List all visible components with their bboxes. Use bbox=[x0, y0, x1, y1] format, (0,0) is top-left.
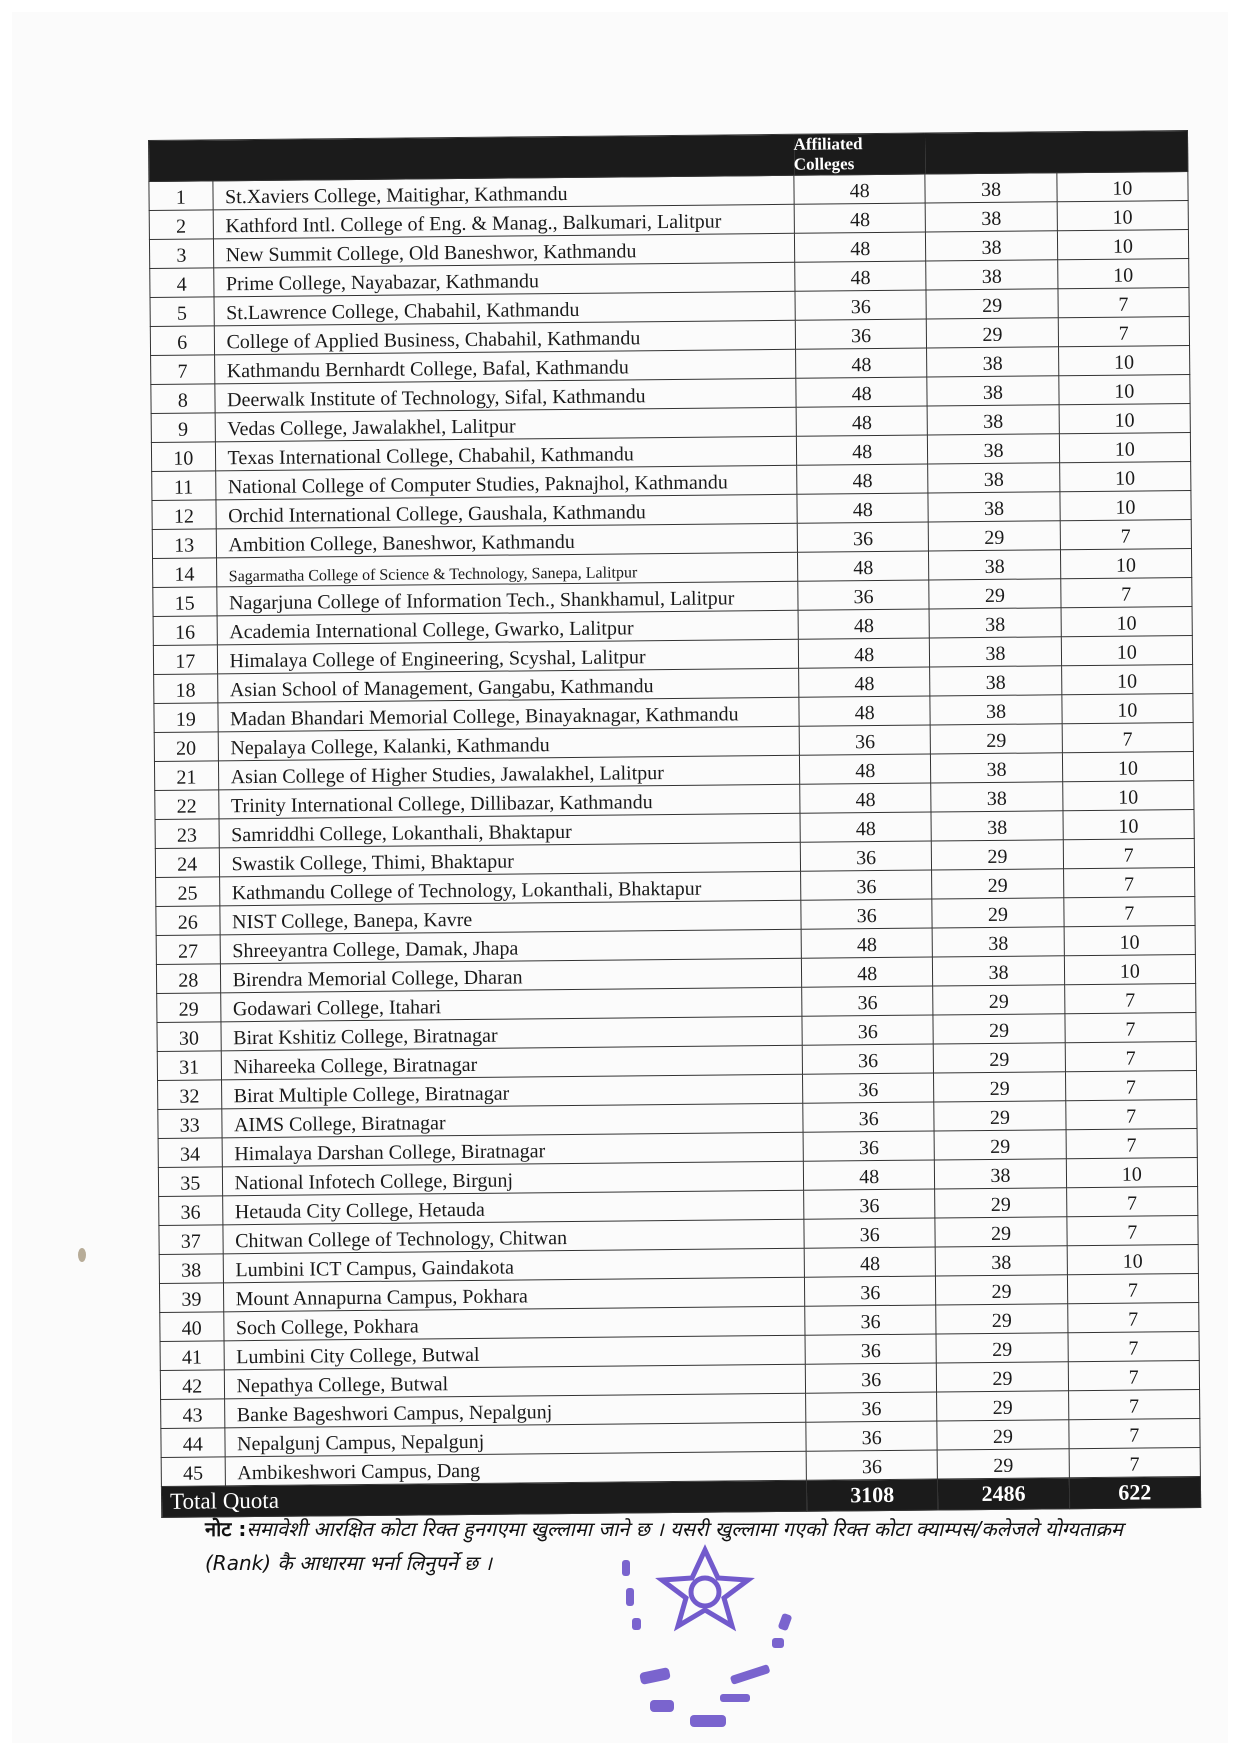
row-open-seats: 38 bbox=[931, 811, 1063, 841]
row-total-seats: 36 bbox=[803, 1102, 935, 1132]
row-serial-number: 17 bbox=[153, 645, 217, 675]
row-total-seats: 48 bbox=[804, 1247, 936, 1277]
row-reserved-seats: 7 bbox=[1062, 722, 1194, 752]
row-open-seats: 29 bbox=[934, 1101, 1066, 1131]
row-college-name: Himalaya College of Engineering, Scyshal, Lalitpur bbox=[217, 639, 799, 674]
row-college-name: Samriddhi College, Lokanthali, Bhaktapur bbox=[219, 813, 801, 848]
row-reserved-seats: 10 bbox=[1061, 606, 1193, 636]
row-college-name: Birat Multiple College, Biratnagar bbox=[221, 1074, 803, 1109]
row-open-seats: 29 bbox=[933, 985, 1065, 1015]
total-quota-label: Total Quota bbox=[161, 1480, 806, 1517]
scan-speck bbox=[78, 1248, 86, 1262]
row-total-seats: 36 bbox=[805, 1276, 937, 1306]
row-open-seats: 38 bbox=[928, 463, 1060, 493]
row-open-seats: 29 bbox=[934, 1130, 1066, 1160]
table-header-title: Affiliated Colleges bbox=[794, 133, 926, 175]
row-college-name: AIMS College, Biratnagar bbox=[221, 1103, 803, 1138]
row-serial-number: 40 bbox=[160, 1312, 224, 1342]
row-reserved-seats: 10 bbox=[1066, 1157, 1198, 1187]
row-open-seats: 29 bbox=[936, 1304, 1068, 1334]
row-college-name: Asian School of Management, Gangabu, Kathmandu bbox=[217, 668, 799, 703]
row-total-seats: 36 bbox=[801, 870, 933, 900]
row-serial-number: 4 bbox=[150, 268, 214, 298]
row-open-seats: 38 bbox=[929, 550, 1061, 580]
row-reserved-seats: 7 bbox=[1067, 1302, 1199, 1332]
row-serial-number: 30 bbox=[157, 1022, 221, 1052]
row-college-name: Ambikeshwori Campus, Dang bbox=[225, 1451, 807, 1486]
row-reserved-seats: 10 bbox=[1058, 375, 1190, 405]
row-open-seats: 29 bbox=[935, 1217, 1067, 1247]
row-serial-number: 14 bbox=[153, 558, 217, 588]
row-open-seats: 29 bbox=[937, 1449, 1069, 1479]
row-college-name: Orchid International College, Gaushala, Kathmandu bbox=[216, 494, 798, 529]
row-open-seats: 29 bbox=[931, 724, 1063, 754]
row-college-name: Madan Bhandari Memorial College, Binayaknagar, Kathmandu bbox=[217, 697, 799, 732]
row-total-seats: 36 bbox=[806, 1421, 938, 1451]
row-college-name: Nagarjuna College of Information Tech., Shankhamul, Lalitpur bbox=[216, 581, 798, 616]
row-reserved-seats: 10 bbox=[1062, 751, 1194, 781]
row-open-seats: 29 bbox=[929, 579, 1061, 609]
row-college-name: Godawari College, Itahari bbox=[220, 987, 802, 1022]
row-serial-number: 2 bbox=[149, 210, 213, 240]
row-reserved-seats: 7 bbox=[1058, 288, 1190, 318]
row-serial-number: 45 bbox=[161, 1457, 225, 1487]
row-open-seats: 38 bbox=[930, 637, 1062, 667]
row-open-seats: 38 bbox=[927, 347, 1059, 377]
row-serial-number: 15 bbox=[153, 587, 217, 617]
row-reserved-seats: 7 bbox=[1068, 1331, 1200, 1361]
row-college-name: Trinity International College, Dillibazar, Kathmandu bbox=[218, 784, 800, 819]
row-total-seats: 36 bbox=[800, 841, 932, 871]
row-total-seats: 48 bbox=[794, 174, 926, 204]
row-open-seats: 29 bbox=[937, 1420, 1069, 1450]
row-total-seats: 48 bbox=[800, 812, 932, 842]
row-reserved-seats: 7 bbox=[1067, 1215, 1199, 1245]
row-college-name: Sagarmatha College of Science & Technology, Sanepa, Lalitpur bbox=[216, 552, 798, 587]
row-serial-number: 27 bbox=[156, 935, 220, 965]
note-text: समावेशी आरक्षित कोटा रिक्त हुनगएमा खुल्लामा जाने छ । यसरी खुल्लामा गएको रिक्त कोटा क्याम्पस/कलेजले योग्यताक्रम (Rank) कै आधारमा भर्ना लिनुपर्ने छ । bbox=[205, 1517, 1123, 1575]
row-college-name: St.Xaviers College, Maitighar, Kathmandu bbox=[212, 175, 794, 210]
row-total-seats: 36 bbox=[797, 522, 929, 552]
row-serial-number: 12 bbox=[152, 500, 216, 530]
row-total-seats: 48 bbox=[796, 406, 928, 436]
row-college-name: Nepathya College, Butwal bbox=[224, 1364, 806, 1399]
row-open-seats: 38 bbox=[936, 1246, 1068, 1276]
total-quota-open: 2486 bbox=[938, 1478, 1070, 1510]
row-reserved-seats: 7 bbox=[1068, 1360, 1200, 1390]
row-serial-number: 37 bbox=[159, 1225, 223, 1255]
row-open-seats: 38 bbox=[930, 695, 1062, 725]
row-reserved-seats: 7 bbox=[1065, 1041, 1197, 1071]
row-total-seats: 36 bbox=[805, 1363, 937, 1393]
row-open-seats: 29 bbox=[926, 289, 1058, 319]
total-quota-total: 3108 bbox=[806, 1479, 938, 1511]
row-total-seats: 48 bbox=[801, 957, 933, 987]
row-college-name: Asian College of Higher Studies, Jawalakhel, Lalitpur bbox=[218, 755, 800, 790]
row-college-name: Nihareeka College, Biratnagar bbox=[221, 1045, 803, 1080]
row-college-name: New Summit College, Old Baneshwor, Kathmandu bbox=[213, 233, 795, 268]
row-serial-number: 25 bbox=[156, 877, 220, 907]
row-total-seats: 36 bbox=[804, 1218, 936, 1248]
row-college-name: National Infotech College, Birgunj bbox=[222, 1161, 804, 1196]
row-serial-number: 3 bbox=[149, 239, 213, 269]
row-total-seats: 36 bbox=[802, 1015, 934, 1045]
row-college-name: St.Lawrence College, Chabahil, Kathmandu bbox=[214, 291, 796, 326]
row-open-seats: 38 bbox=[925, 173, 1057, 203]
row-serial-number: 18 bbox=[154, 674, 218, 704]
row-total-seats: 48 bbox=[795, 261, 927, 291]
row-open-seats: 29 bbox=[937, 1391, 1069, 1421]
row-college-name: Shreeyantra College, Damak, Jhapa bbox=[220, 929, 802, 964]
row-college-name: Lumbini ICT Campus, Gaindakota bbox=[223, 1248, 805, 1283]
row-serial-number: 16 bbox=[153, 616, 217, 646]
row-college-name: Academia International College, Gwarko, Lalitpur bbox=[217, 610, 799, 645]
row-total-seats: 48 bbox=[798, 638, 930, 668]
row-serial-number: 20 bbox=[154, 732, 218, 762]
row-college-name: Birendra Memorial College, Dharan bbox=[220, 958, 802, 993]
row-serial-number: 43 bbox=[161, 1399, 225, 1429]
row-serial-number: 5 bbox=[150, 297, 214, 327]
row-college-name: Himalaya Darshan College, Biratnagar bbox=[222, 1132, 804, 1167]
row-open-seats: 38 bbox=[927, 376, 1059, 406]
row-total-seats: 48 bbox=[797, 464, 929, 494]
row-reserved-seats: 10 bbox=[1061, 664, 1193, 694]
row-serial-number: 21 bbox=[154, 761, 218, 791]
row-open-seats: 38 bbox=[935, 1159, 1067, 1189]
row-serial-number: 22 bbox=[155, 790, 219, 820]
row-total-seats: 48 bbox=[794, 203, 926, 233]
official-seal-stamp bbox=[600, 1510, 840, 1750]
row-serial-number: 44 bbox=[161, 1428, 225, 1458]
row-total-seats: 36 bbox=[795, 290, 927, 320]
row-total-seats: 36 bbox=[801, 899, 933, 929]
row-college-name: Kathmandu Bernhardt College, Bafal, Kathmandu bbox=[214, 349, 796, 384]
row-serial-number: 39 bbox=[159, 1283, 223, 1313]
row-total-seats: 48 bbox=[799, 696, 931, 726]
row-serial-number: 19 bbox=[154, 703, 218, 733]
row-college-name: Lumbini City College, Butwal bbox=[224, 1335, 806, 1370]
stamp-star-icon bbox=[662, 1550, 748, 1626]
row-reserved-seats: 7 bbox=[1063, 838, 1195, 868]
row-serial-number: 35 bbox=[158, 1167, 222, 1197]
row-reserved-seats: 10 bbox=[1060, 491, 1192, 521]
row-college-name: Mount Annapurna Campus, Pokhara bbox=[223, 1277, 805, 1312]
row-open-seats: 38 bbox=[929, 608, 1061, 638]
row-college-name: Birat Kshitiz College, Biratnagar bbox=[221, 1016, 803, 1051]
row-open-seats: 38 bbox=[933, 956, 1065, 986]
row-total-seats: 36 bbox=[798, 580, 930, 610]
row-college-name: Kathford Intl. College of Eng. & Manag., Balkumari, Lalitpur bbox=[213, 204, 795, 239]
row-reserved-seats: 7 bbox=[1068, 1389, 1200, 1419]
row-serial-number: 41 bbox=[160, 1341, 224, 1371]
row-reserved-seats: 10 bbox=[1058, 346, 1190, 376]
row-serial-number: 11 bbox=[152, 471, 216, 501]
row-reserved-seats: 10 bbox=[1059, 404, 1191, 434]
row-reserved-seats: 7 bbox=[1063, 896, 1195, 926]
row-reserved-seats: 7 bbox=[1069, 1447, 1201, 1477]
row-open-seats: 38 bbox=[927, 405, 1059, 435]
row-serial-number: 6 bbox=[150, 326, 214, 356]
row-college-name: NIST College, Banepa, Kavre bbox=[219, 900, 801, 935]
row-college-name: Hetauda City College, Hetauda bbox=[222, 1190, 804, 1225]
row-serial-number: 13 bbox=[152, 529, 216, 559]
row-reserved-seats: 7 bbox=[1065, 1070, 1197, 1100]
row-serial-number: 10 bbox=[151, 442, 215, 472]
row-reserved-seats: 10 bbox=[1057, 172, 1189, 202]
row-college-name: Nepalaya College, Kalanki, Kathmandu bbox=[218, 726, 800, 761]
table-body bbox=[149, 172, 1200, 1487]
row-open-seats: 38 bbox=[926, 231, 1058, 261]
row-reserved-seats: 10 bbox=[1059, 433, 1191, 463]
row-total-seats: 36 bbox=[804, 1189, 936, 1219]
row-reserved-seats: 7 bbox=[1058, 317, 1190, 347]
row-serial-number: 42 bbox=[160, 1370, 224, 1400]
row-reserved-seats: 7 bbox=[1065, 1099, 1197, 1129]
row-college-name: College of Applied Business, Chabahil, Kathmandu bbox=[214, 320, 796, 355]
row-reserved-seats: 10 bbox=[1064, 925, 1196, 955]
row-total-seats: 48 bbox=[799, 667, 931, 697]
row-reserved-seats: 10 bbox=[1057, 259, 1189, 289]
row-serial-number: 1 bbox=[149, 181, 213, 211]
total-quota-reserved: 622 bbox=[1069, 1476, 1201, 1508]
row-college-name: Ambition College, Baneshwor, Kathmandu bbox=[216, 523, 798, 558]
row-reserved-seats: 10 bbox=[1062, 780, 1194, 810]
note-label: नोट : bbox=[205, 1517, 247, 1541]
row-open-seats: 29 bbox=[934, 1043, 1066, 1073]
row-serial-number: 34 bbox=[158, 1138, 222, 1168]
row-reserved-seats: 7 bbox=[1060, 578, 1192, 608]
row-open-seats: 29 bbox=[935, 1188, 1067, 1218]
row-open-seats: 29 bbox=[934, 1072, 1066, 1102]
row-total-seats: 48 bbox=[799, 754, 931, 784]
row-reserved-seats: 10 bbox=[1064, 954, 1196, 984]
row-total-seats: 36 bbox=[799, 725, 931, 755]
row-total-seats: 36 bbox=[802, 986, 934, 1016]
row-open-seats: 29 bbox=[937, 1362, 1069, 1392]
row-reserved-seats: 7 bbox=[1065, 1012, 1197, 1042]
row-total-seats: 36 bbox=[803, 1131, 935, 1161]
row-serial-number: 28 bbox=[156, 964, 220, 994]
row-college-name: Chitwan College of Technology, Chitwan bbox=[222, 1219, 804, 1254]
stamp-ring-marks bbox=[622, 1560, 792, 1727]
row-total-seats: 48 bbox=[803, 1160, 935, 1190]
row-total-seats: 36 bbox=[803, 1073, 935, 1103]
row-open-seats: 29 bbox=[932, 840, 1064, 870]
row-reserved-seats: 10 bbox=[1057, 230, 1189, 260]
row-serial-number: 7 bbox=[151, 355, 215, 385]
row-open-seats: 38 bbox=[932, 927, 1064, 957]
row-reserved-seats: 7 bbox=[1067, 1273, 1199, 1303]
row-college-name: National College of Computer Studies, Paknajhol, Kathmandu bbox=[215, 465, 797, 500]
row-serial-number: 9 bbox=[151, 413, 215, 443]
row-total-seats: 48 bbox=[798, 551, 930, 581]
row-total-seats: 48 bbox=[796, 377, 928, 407]
row-college-name: Vedas College, Jawalakhel, Lalitpur bbox=[215, 407, 797, 442]
row-reserved-seats: 10 bbox=[1061, 635, 1193, 665]
row-total-seats: 36 bbox=[795, 319, 927, 349]
row-open-seats: 38 bbox=[928, 492, 1060, 522]
row-open-seats: 29 bbox=[932, 869, 1064, 899]
row-serial-number: 8 bbox=[151, 384, 215, 414]
row-open-seats: 29 bbox=[933, 1014, 1065, 1044]
row-open-seats: 38 bbox=[931, 782, 1063, 812]
row-reserved-seats: 7 bbox=[1066, 1186, 1198, 1216]
row-total-seats: 36 bbox=[806, 1450, 938, 1480]
row-serial-number: 38 bbox=[159, 1254, 223, 1284]
row-total-seats: 36 bbox=[805, 1334, 937, 1364]
row-total-seats: 48 bbox=[800, 783, 932, 813]
row-reserved-seats: 7 bbox=[1060, 520, 1192, 550]
row-total-seats: 36 bbox=[805, 1305, 937, 1335]
row-serial-number: 24 bbox=[155, 848, 219, 878]
row-college-name: Prime College, Nayabazar, Kathmandu bbox=[213, 262, 795, 297]
row-college-name: Kathmandu College of Technology, Lokanthali, Bhaktapur bbox=[219, 871, 801, 906]
row-serial-number: 26 bbox=[156, 906, 220, 936]
affiliated-colleges-table bbox=[148, 130, 1201, 1518]
row-total-seats: 36 bbox=[806, 1392, 938, 1422]
row-total-seats: 48 bbox=[798, 609, 930, 639]
row-open-seats: 38 bbox=[931, 753, 1063, 783]
row-open-seats: 29 bbox=[927, 318, 1059, 348]
row-college-name: Deerwalk Institute of Technology, Sifal, Kathmandu bbox=[214, 378, 796, 413]
row-open-seats: 29 bbox=[936, 1275, 1068, 1305]
row-college-name: Banke Bageshwori Campus, Nepalgunj bbox=[224, 1393, 806, 1428]
row-total-seats: 48 bbox=[796, 435, 928, 465]
row-college-name: Soch College, Pokhara bbox=[223, 1306, 805, 1341]
row-reserved-seats: 7 bbox=[1066, 1128, 1198, 1158]
row-total-seats: 48 bbox=[801, 928, 933, 958]
row-serial-number: 32 bbox=[158, 1080, 222, 1110]
row-serial-number: 23 bbox=[155, 819, 219, 849]
row-reserved-seats: 7 bbox=[1068, 1418, 1200, 1448]
row-total-seats: 48 bbox=[796, 348, 928, 378]
row-total-seats: 48 bbox=[797, 493, 929, 523]
row-open-seats: 29 bbox=[929, 521, 1061, 551]
row-reserved-seats: 10 bbox=[1067, 1244, 1199, 1274]
row-reserved-seats: 10 bbox=[1062, 693, 1194, 723]
row-college-name: Nepalgunj Campus, Nepalgunj bbox=[224, 1422, 806, 1457]
row-open-seats: 38 bbox=[930, 666, 1062, 696]
row-open-seats: 38 bbox=[926, 202, 1058, 232]
row-reserved-seats: 10 bbox=[1063, 809, 1195, 839]
row-open-seats: 29 bbox=[932, 898, 1064, 928]
row-reserved-seats: 10 bbox=[1057, 201, 1189, 231]
row-serial-number: 31 bbox=[157, 1051, 221, 1081]
row-reserved-seats: 10 bbox=[1059, 462, 1191, 492]
row-college-name: Texas International College, Chabahil, Kathmandu bbox=[215, 436, 797, 471]
row-reserved-seats: 7 bbox=[1063, 867, 1195, 897]
row-serial-number: 33 bbox=[158, 1109, 222, 1139]
row-total-seats: 36 bbox=[802, 1044, 934, 1074]
row-college-name: Swastik College, Thimi, Bhaktapur bbox=[219, 842, 801, 877]
row-reserved-seats: 10 bbox=[1060, 549, 1192, 579]
row-open-seats: 38 bbox=[928, 434, 1060, 464]
row-serial-number: 29 bbox=[157, 993, 221, 1023]
row-reserved-seats: 7 bbox=[1064, 983, 1196, 1013]
row-serial-number: 36 bbox=[159, 1196, 223, 1226]
row-open-seats: 29 bbox=[936, 1333, 1068, 1363]
row-total-seats: 48 bbox=[794, 232, 926, 262]
row-open-seats: 38 bbox=[926, 260, 1058, 290]
